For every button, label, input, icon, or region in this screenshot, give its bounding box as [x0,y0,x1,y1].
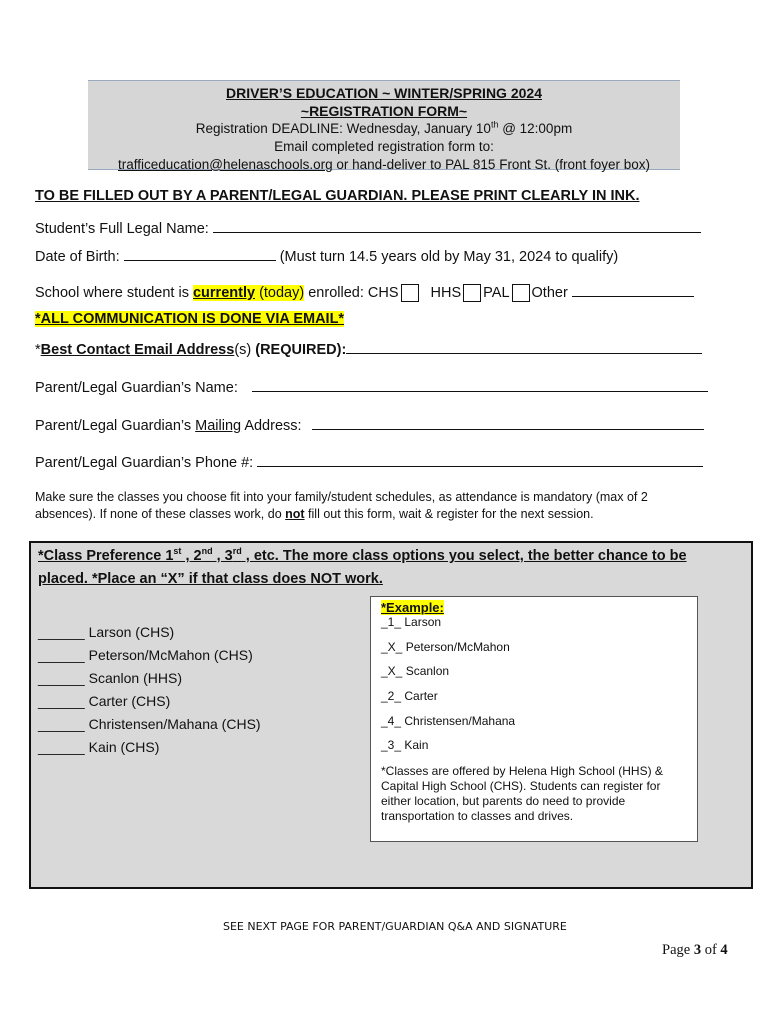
guardian-phone-row [35,452,703,471]
example-title: *Example: [381,600,444,615]
student-name-row [35,218,701,237]
student-name-field[interactable] [213,218,701,233]
example-box [370,596,698,842]
guardian-address-suffix: Address: [241,418,302,434]
guardian-address-label: Parent/Legal Guardian’s [35,418,196,434]
class-option-carter[interactable]: ______ Carter (CHS) [38,693,171,709]
form-subtitle: ~REGISTRATION FORM~ [300,103,468,119]
email-instruction: Email completed registration form to: [274,139,494,154]
class-option-peterson-mcmahon[interactable]: ______ Peterson/McMahon (CHS) [38,647,253,663]
submission-email-link[interactable]: trafficeducation@helenaschools.org [118,157,333,172]
guardian-name-label: Parent/Legal Guardian’s Name: [35,380,238,396]
example-row: _X_ Scanlon [381,664,450,678]
fill-instructions: TO BE FILLED OUT BY A PARENT/LEGAL GUARDIAN. PLEASE PRINT CLEARLY IN INK. [35,188,640,204]
email-field[interactable] [346,339,702,354]
attendance-line-1: Make sure the classes you choose fit into your family/student schedules, as attendance is mandatory (max of 2 [35,490,648,504]
guardian-address-field[interactable] [312,415,704,430]
school-row [35,282,694,302]
guardian-phone-field[interactable] [257,452,703,467]
attendance-paragraph [35,489,735,523]
school-pal-label: PAL [483,285,510,301]
email-required: (REQUIRED): [255,342,347,358]
email-label: Best Contact Email Address [40,342,235,358]
email-plural: (s) [234,342,256,358]
deadline-line: Registration DEADLINE: Wednesday, January 10th @ 12:00pm [195,119,573,136]
example-row: _3_ Kain [381,738,429,752]
email-row [35,339,702,358]
attendance-line-2: absences). If none of these classes work, do not fill out this form, wait & register for the next session. [35,507,594,521]
communication-notice: *ALL COMMUNICATION IS DONE VIA EMAIL* [35,311,345,327]
guardian-address-row [35,415,704,434]
school-label: School where student is [35,285,193,301]
class-option-kain[interactable]: ______ Kain (CHS) [38,739,160,755]
delivery-line: trafficeducation@helenaschools.org or hand-deliver to PAL 815 Front St. (front foyer box) [118,157,650,172]
example-row: _1_ Larson [381,615,442,629]
email-star: * [35,342,41,358]
guardian-address-mailing: Mailing [195,418,242,434]
school-today: (today) [255,285,305,301]
dob-label: Date of Birth: [35,249,120,265]
header-box [88,80,680,170]
dob-note: (Must turn 14.5 years old by May 31, 2024 to qualify) [279,249,619,265]
class-option-scanlon[interactable]: ______ Scanlon (HHS) [38,670,182,686]
page-number: Page 3 of 4 [662,942,728,958]
hhs-checkbox[interactable] [463,284,481,302]
example-row: _2_ Carter [381,689,438,703]
class-option-christensen-mahana[interactable]: ______ Christensen/Mahana (CHS) [38,716,261,732]
preference-heading-line-1: *Class Preference 1st , 2nd , 3rd , etc. The more class options you select, the better chance to be [38,546,687,564]
class-list [38,621,261,759]
school-other-field[interactable] [572,282,694,297]
example-row: _X_ Peterson/McMahon [381,640,510,654]
example-row: _4_ Christensen/Mahana [381,714,516,728]
class-preference-heading [38,545,687,591]
form-title: DRIVER’S EDUCATION ~ WINTER/SPRING 2024 [226,85,542,101]
guardian-name-row [35,377,708,396]
class-option-larson[interactable]: ______ Larson (CHS) [38,624,175,640]
pal-checkbox[interactable] [512,284,530,302]
chs-checkbox[interactable] [401,284,419,302]
school-hhs-label: HHS [430,285,462,301]
school-currently: currently [192,285,256,301]
school-other-label: Other [531,285,568,301]
guardian-name-field[interactable] [252,377,708,392]
next-page-note: SEE NEXT PAGE FOR PARENT/GUARDIAN Q&A AND SIGNATURE [223,920,567,933]
guardian-phone-label: Parent/Legal Guardian’s Phone #: [35,455,254,471]
example-note: *Classes are offered by Helena High School (HHS) & Capital High School (CHS). Students can register for either location, but parents do need to provide transportation to classes and drives. [381,764,663,823]
school-chs-label: enrolled: CHS [304,285,399,301]
student-name-label: Student’s Full Legal Name: [35,221,209,237]
dob-row [35,246,618,265]
preference-heading-line-2: placed. *Place an “X” if that class does NOT work. [38,571,383,587]
dob-field[interactable] [124,246,276,261]
